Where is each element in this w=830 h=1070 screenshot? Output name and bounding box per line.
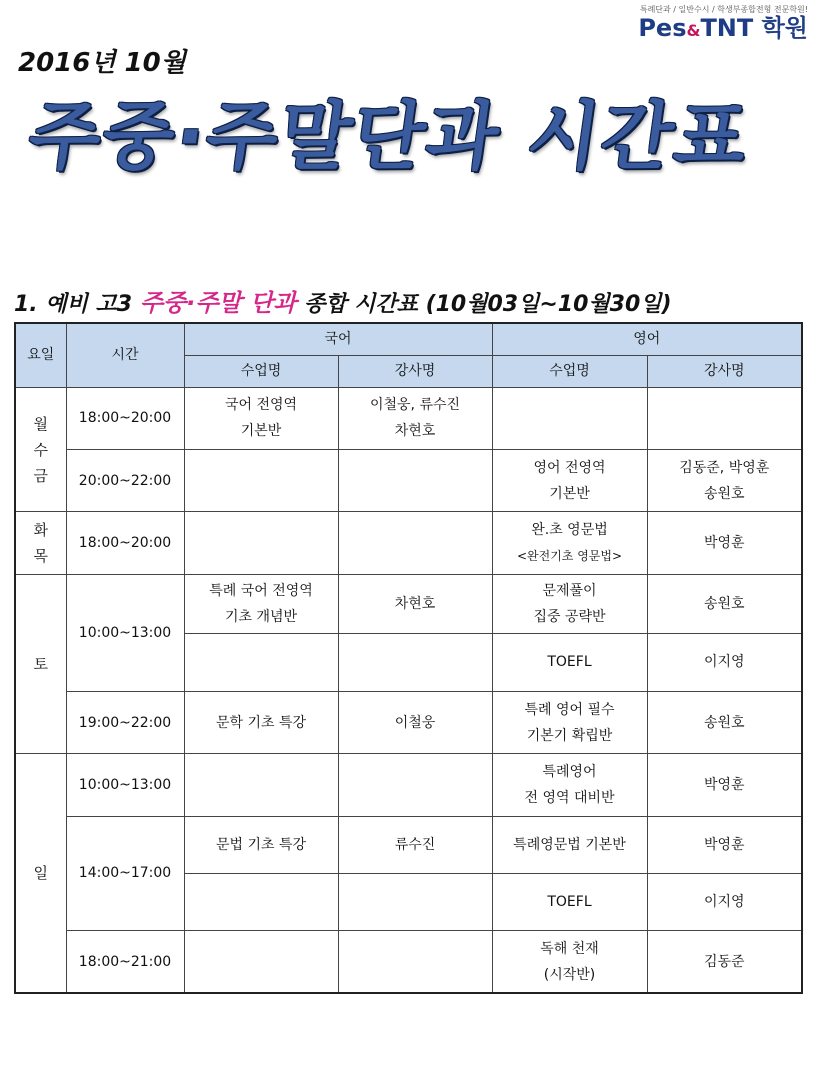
time-cell: 14:00~17:00	[66, 816, 184, 931]
year-month: 2016년 10월	[18, 48, 186, 78]
table-row	[15, 574, 802, 633]
class-line: 기본반	[240, 423, 282, 440]
eng-teacher-cell: 박영훈	[647, 816, 802, 873]
class-line: <완전기초 영문법>	[516, 548, 623, 563]
logo-brand-b: TNT 학원	[700, 14, 808, 42]
class-line: 영어 전영역	[533, 459, 606, 476]
time-cell: 10:00~13:00	[66, 754, 184, 816]
kor-class-cell	[184, 512, 338, 574]
eng-teacher-cell: 이지영	[647, 873, 802, 930]
kor-class-cell: 문법 기초 특강	[184, 816, 338, 873]
kor-class-cell: 문학 기초 특강	[184, 692, 338, 754]
eng-class-cell	[492, 574, 647, 633]
class-line: (시작반)	[543, 966, 596, 983]
section-prefix: 1. 예비 고3	[14, 292, 133, 317]
time-cell: 19:00~22:00	[66, 692, 184, 754]
header-eng-teacher: 강사명	[647, 355, 802, 387]
class-line: 국어 전영역	[224, 397, 298, 414]
eng-teacher-cell: 박영훈	[647, 754, 802, 816]
header-day: 요일	[15, 323, 66, 387]
eng-teacher-cell: 송원호	[647, 692, 802, 754]
header-eng-class: 수업명	[492, 355, 647, 387]
table-row	[15, 692, 802, 754]
kor-teacher-cell	[338, 633, 492, 691]
eng-teacher-cell	[647, 387, 802, 449]
eng-class-cell	[492, 387, 647, 449]
header-kor-teacher: 강사명	[338, 355, 492, 387]
time-cell: 18:00~21:00	[66, 931, 184, 993]
eng-teacher-cell: 송원호	[647, 574, 802, 633]
class-line: 특례 국어 전영역	[209, 582, 313, 599]
class-line: 완.초 영문법	[531, 521, 608, 538]
day-label: 목	[33, 546, 48, 565]
day-label: 화	[33, 520, 48, 539]
kor-class-cell	[184, 873, 338, 930]
logo-brand	[638, 15, 808, 44]
kor-teacher-cell: 차현호	[338, 574, 492, 633]
day-label: 수	[33, 440, 48, 459]
table-row	[15, 512, 802, 574]
eng-class-cell	[492, 450, 647, 512]
day-cell	[15, 387, 66, 512]
kor-teacher-cell	[338, 873, 492, 930]
kor-class-cell	[184, 754, 338, 816]
class-line: 전 영역 대비반	[524, 789, 615, 806]
class-line: 문제풀이	[542, 582, 597, 599]
logo-brand-a: Pes	[638, 14, 687, 42]
table-row	[15, 387, 802, 449]
kor-teacher-cell	[338, 450, 492, 512]
header-english: 영어	[492, 323, 802, 355]
kor-teacher-cell	[338, 512, 492, 574]
teacher-line: 이철웅, 류수진	[369, 397, 461, 414]
kor-teacher-cell: 류수진	[338, 816, 492, 873]
class-line: 기본기 확립반	[526, 727, 613, 744]
header-kor-class: 수업명	[184, 355, 338, 387]
table-row	[15, 931, 802, 993]
kor-class-cell	[184, 633, 338, 691]
teacher-line: 송원호	[703, 485, 745, 502]
kor-class-cell	[184, 450, 338, 512]
timetable	[14, 322, 803, 994]
eng-teacher-cell: 김동준	[647, 931, 802, 993]
class-line: 집중 공략반	[533, 608, 606, 625]
day-cell	[15, 512, 66, 574]
time-cell: 20:00~22:00	[66, 450, 184, 512]
eng-class-cell	[492, 512, 647, 574]
section-suffix: 종합 시간표 (10월03일~10월30일)	[303, 292, 672, 317]
table-row	[15, 450, 802, 512]
eng-class-cell	[492, 754, 647, 816]
table-row	[15, 754, 802, 816]
eng-teacher-cell: 박영훈	[647, 512, 802, 574]
kor-teacher-cell	[338, 931, 492, 993]
eng-teacher-cell: 이지영	[647, 633, 802, 691]
logo-tagline: 특례단과 / 일반수시 / 학생부종합전형 전문학원!	[639, 5, 808, 14]
page-title: 주중·주말단과 시간표	[23, 94, 755, 180]
time-cell: 18:00~20:00	[66, 512, 184, 574]
eng-class-cell: 특례영문법 기본반	[492, 816, 647, 873]
day-label: 금	[33, 466, 48, 485]
class-line: 기본반	[549, 485, 590, 502]
eng-teacher-cell	[647, 450, 802, 512]
teacher-line: 차현호	[394, 423, 436, 440]
kor-teacher-cell	[338, 754, 492, 816]
header-korean: 국어	[184, 323, 492, 355]
time-cell: 18:00~20:00	[66, 387, 184, 449]
eng-class-cell	[492, 692, 647, 754]
class-line: 특례 영어 필수	[524, 701, 615, 718]
header-time: 시간	[66, 323, 184, 387]
kor-class-cell	[184, 931, 338, 993]
eng-class-cell	[492, 931, 647, 993]
class-line: 독해 천재	[540, 940, 599, 957]
eng-class-cell: TOEFL	[492, 873, 647, 930]
class-line: 특례영어	[542, 763, 597, 780]
section-highlight: 주중·주말 단과	[139, 289, 297, 317]
teacher-line: 김동준, 박영훈	[679, 459, 770, 476]
logo-amp: &	[686, 21, 701, 40]
eng-class-cell: TOEFL	[492, 633, 647, 691]
day-cell: 토	[15, 574, 66, 754]
day-label: 월	[33, 414, 48, 433]
kor-teacher-cell	[338, 387, 492, 449]
table-row	[15, 816, 802, 873]
kor-teacher-cell: 이철웅	[338, 692, 492, 754]
section-heading	[14, 283, 672, 318]
time-cell: 10:00~13:00	[66, 574, 184, 692]
kor-class-cell	[184, 387, 338, 449]
kor-class-cell	[184, 574, 338, 633]
day-cell: 일	[15, 754, 66, 993]
academy-logo	[638, 4, 808, 44]
class-line: 기초 개념반	[224, 608, 298, 625]
